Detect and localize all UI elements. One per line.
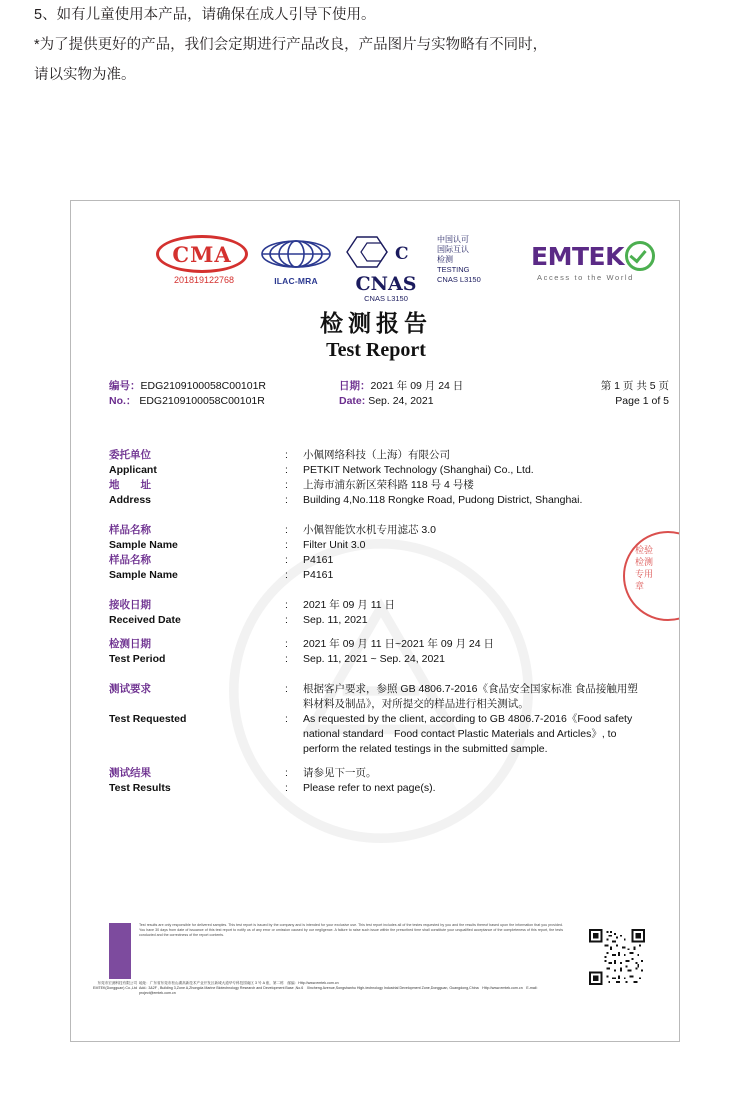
field-applicant-colon-en: : <box>285 464 288 476</box>
cn-accred-line-2: 国际互认 <box>437 245 469 254</box>
report-no-label-en: No.： <box>109 395 137 407</box>
field-test-requested-value-cn: 根据客户要求，参照 GB 4806.7-2016《食品安全国家标准 食品接触用塑料材料及制品》，对所提交的样品进行相关测试。 <box>303 683 638 710</box>
cnas-logo-icon <box>343 235 429 303</box>
field-received-date-colon-en: : <box>285 614 288 626</box>
cn-accred-en-1: TESTING <box>437 265 470 274</box>
ilac-mra-logo-icon <box>258 237 334 287</box>
accreditation-logos <box>71 229 680 303</box>
report-date-value-cn: 2021 年 09 月 24 日 <box>370 380 464 392</box>
field-test-period-value-en: Sep. 11, 2021 ~ Sep. 24, 2021 <box>303 653 445 665</box>
field-test-period-colon-cn: : <box>285 638 288 650</box>
field-sample-name-2-value-en: P4161 <box>303 569 334 581</box>
cn-accreditation-text <box>437 235 503 291</box>
cn-accred-en-2: CNAS L3150 <box>437 275 481 284</box>
field-received-date <box>109 598 645 628</box>
report-date-value-en: Sep. 24, 2021 <box>368 395 434 407</box>
ilac-caption: ILAC-MRA <box>274 276 318 286</box>
field-sample-name-1-label-en: Sample Name <box>109 539 178 551</box>
field-test-results-label-en: Test Results <box>109 782 171 794</box>
report-no-value-cn: EDG2109100058C00101R <box>140 380 267 392</box>
field-received-date-colon-cn: : <box>285 599 288 611</box>
cn-accred-line-1: 中国认可 <box>437 235 469 244</box>
cnas-sub: CNAS L3150 <box>364 294 408 303</box>
field-address-label-en: Address <box>109 494 152 506</box>
note-line-1: 5、如有儿童使用本产品，请确保在成人引导下使用。 <box>34 7 376 23</box>
page-indicator-cn: 第 1 页 共 5 页 <box>600 380 669 392</box>
cma-logo-icon <box>156 235 252 291</box>
field-test-requested <box>109 682 645 757</box>
field-address-colon-cn: : <box>285 479 288 491</box>
field-applicant-colon-cn: : <box>285 449 288 461</box>
field-test-results-value-en: Please refer to next page(s). <box>303 782 436 794</box>
emtek-check-icon <box>625 241 655 271</box>
field-address-value-cn: 上海市浦东新区荣科路 118 号 4 号楼 <box>303 479 474 491</box>
field-applicant-value-en: PETKIT Network Technology (Shanghai) Co., Ltd. <box>303 464 534 476</box>
cma-letters: CMA <box>172 241 232 267</box>
note-line-2: *为了提供更好的产品，我们会定期进行产品改良，产品图片与实物略有不同时， <box>34 37 548 53</box>
field-sample-name-1-value-cn: 小佩智能饮水机专用滤芯 3.0 <box>303 524 437 536</box>
footer-address-en: Add.: 3&2F , Building 3,Zone A,Zhongda Marine Biotechnology Research and Development Base ,No.6 Xincheng Avenue,Songshanhu High-technology Industrial Development Zone,Dongguan, Guangdong,China Http://www.emtek.com.cn E-mail: project@emtek.com.cn <box>139 986 538 996</box>
report-date-label-en: Date: <box>339 395 366 407</box>
field-sample-name-1-colon-en: : <box>285 539 288 551</box>
field-test-results-label-cn: 测试结果 <box>109 767 151 779</box>
official-seal-text: 检验检测专用章 <box>635 546 654 592</box>
field-test-period-value-cn: 2021 年 09 月 11 日~2021 年 09 月 24 日 <box>303 638 494 650</box>
field-sample-name-2 <box>109 553 645 583</box>
report-no-label-cn: 编号： <box>109 380 141 392</box>
field-applicant-label-cn: 委托单位 <box>109 449 151 461</box>
field-sample-name-1-value-en: Filter Unit 3.0 <box>303 539 366 551</box>
field-sample-name-2-colon-cn: : <box>285 554 288 566</box>
emtek-logo-icon <box>531 241 680 287</box>
cma-number: 201819122768 <box>173 275 235 285</box>
field-received-date-label-en: Received Date <box>109 614 181 626</box>
field-test-period <box>109 637 645 667</box>
field-test-period-colon-en: : <box>285 653 288 665</box>
report-meta <box>109 379 669 409</box>
footer-address-cn: 地址：广东省东莞市松山湖高新技术产业开发区新城大道华专科技园南区 3 号 A 座，第二栋 邮编：Http://www.emtek.com.cn <box>139 981 339 985</box>
cn-accred-line-3: 检测 <box>437 255 453 264</box>
report-fields <box>109 433 645 796</box>
note-line-3: 请以实物为准。 <box>34 67 136 83</box>
emtek-tagline: Access to the World <box>537 273 634 282</box>
field-test-period-label-en: Test Period <box>109 653 166 665</box>
field-test-requested-colon-en: : <box>285 713 288 725</box>
field-received-date-value-en: Sep. 11, 2021 <box>303 614 368 626</box>
field-test-results-colon-cn: : <box>285 767 288 779</box>
field-sample-name-2-colon-en: : <box>285 569 288 581</box>
field-applicant <box>109 448 645 478</box>
report-date-label-cn: 日期： <box>339 380 371 392</box>
footer-company-name: 东莞市宏测科技有限公司 EMTEK(Dongguan) Co.,Ltd <box>93 981 137 990</box>
test-report-card <box>70 200 680 1042</box>
report-no-value-en: EDG2109100058C00101R <box>139 395 265 407</box>
field-applicant-label-en: Applicant <box>109 464 157 476</box>
footer-address <box>139 981 569 997</box>
product-notes <box>34 0 724 90</box>
field-address <box>109 478 645 508</box>
field-test-requested-value-en: As requested by the client, according to GB 4806.7-2016《Food safety national standard Food contact Plastic Materials and Articles》, to perform the related testings in the submitted sample. <box>303 713 633 755</box>
report-footer <box>93 923 645 1015</box>
field-test-results-value-cn: 请参见下一页。 <box>303 767 377 779</box>
field-sample-name-2-value-cn: P4161 <box>303 554 334 566</box>
report-title-en: Test Report <box>326 339 426 361</box>
emtek-word: EMTEK <box>531 241 624 271</box>
field-address-value-en: Building 4,No.118 Rongke Road, Pudong District, Shanghai. <box>303 494 583 506</box>
field-test-requested-label-cn: 测试要求 <box>109 683 151 695</box>
field-received-date-label-cn: 接收日期 <box>109 599 151 611</box>
field-test-requested-label-en: Test Requested <box>109 713 187 725</box>
field-received-date-value-cn: 2021 年 09 月 11 日 <box>303 599 396 611</box>
field-test-requested-colon-cn: : <box>285 683 288 695</box>
field-address-label-cn: 地 址 <box>109 479 151 491</box>
field-test-results <box>109 766 645 796</box>
page-indicator-en: Page 1 of 5 <box>615 395 669 407</box>
qr-code-icon <box>589 929 645 985</box>
field-sample-name-1-label-cn: 样品名称 <box>109 524 151 536</box>
field-sample-name-1 <box>109 523 645 553</box>
field-test-period-label-cn: 检测日期 <box>109 638 151 650</box>
field-sample-name-2-label-en: Sample Name <box>109 569 178 581</box>
footer-accent-bar <box>109 923 131 979</box>
cnas-word: CNAS <box>355 273 417 295</box>
report-title-cn: 检测报告 <box>320 310 432 336</box>
field-sample-name-1-colon-cn: : <box>285 524 288 536</box>
field-applicant-value-cn: 小佩网络科技（上海）有限公司 <box>303 449 450 461</box>
svg-text:C: C <box>395 244 409 264</box>
field-test-results-colon-en: : <box>285 782 288 794</box>
field-sample-name-2-label-cn: 样品名称 <box>109 554 151 566</box>
footer-disclaimer: Test results are only responsible for delivered samples. This test report is issued by the company and is intended for your exclusive use. This test report includes all of the testes requested by you and the results thereof based upon the information that you provided. You have 30 days from date of issuance of this test report to notify us of any error or omission caused by our negligence. A failure to raise such issue within the prescribed time shall constitute your unqualified acceptance of the completeness of this report, the tests conducted and the correctness of the report contents. <box>139 923 563 938</box>
field-address-colon-en: : <box>285 494 288 506</box>
